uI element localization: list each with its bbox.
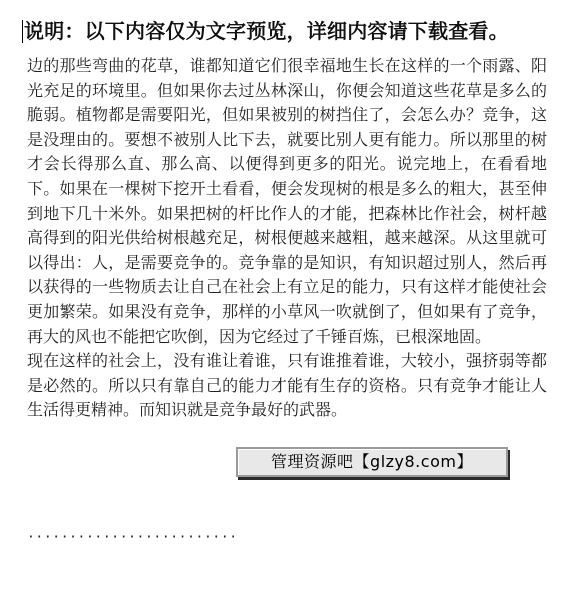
text-cursor	[22, 20, 23, 43]
watermark-label: 管理资源吧【glzy8.com】	[236, 447, 508, 477]
essay-paragraph-1: 边的那些弯曲的花草，谁都知道它们很幸福地生长在这样的一个雨露、阳光充足的环境里。但如果你去过丛林深山，你便会知道这些花草是多么的脆弱。植物都是需要阳光，但如果被别的树挡住了，会怎么办？竞争，这是没理由的。要想不被别人比下去，就要比别人更有能力。所以那里的树才会长得那么直、那么高、以便得到更多的阳光。说完地上，在看看地下。如果在一棵树下挖开土看看，便会发现树的根是多么的粗大，甚至伸到地下几十米外。如果把树的杆比作人的才能，把森林比作社会，树杆越高得到的阳光供给树根越充足，树根便越来越粗，越来越深。从这里就可以得出：人，是需要竞争的。竞争靠的是知识，有知识超过别人，然后再以获得的一些物质去让自己在社会上有立足的能力，只有这样才能使社会更加繁荣。如果没有竞争，那样的小草风一吹就倒了，但如果有了竞争，再大的风也不能把它吹倒，因为它经过了千锤百炼，已根深地固。	[27, 56, 547, 346]
truncation-ellipsis: ·························	[27, 530, 238, 545]
essay-body	[27, 54, 547, 423]
preview-notice: 说明：以下内容仅为文字预览，详细内容请下载查看。	[24, 19, 509, 43]
essay-paragraph-2: 现在这样的社会上，没有谁让着谁，只有谁推着谁，大较小，强挤弱等都是必然的。所以只有靠自己的能力才能有生存的资格。只有竞争才能让人生活得更精神。而知识就是竞争最好的武器。	[27, 351, 547, 420]
